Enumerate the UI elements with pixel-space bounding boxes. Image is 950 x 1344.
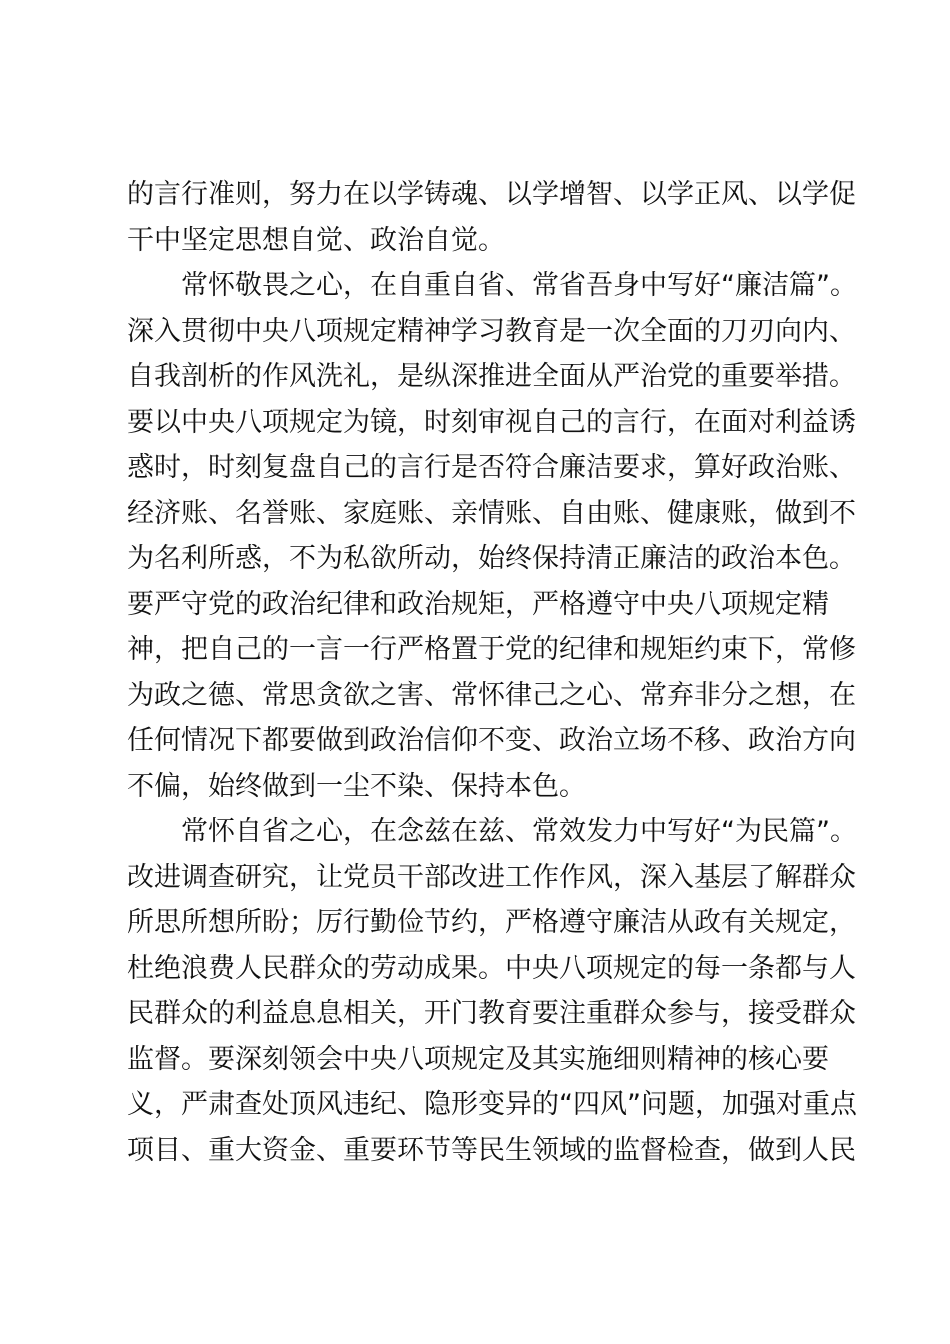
text-line: 经济账、名誉账、家庭账、亲情账、自由账、健康账，做到不 xyxy=(127,497,856,529)
body-text xyxy=(127,172,857,1173)
text-line: 民群众的利益息息相关，开门教育要注重群众参与，接受群众 xyxy=(127,998,856,1029)
text-line: 所思所想所盼；厉行勤俭节约，严格遵守廉洁从政有关规定， xyxy=(127,907,856,938)
text-line: 自我剖析的作风洗礼，是纵深推进全面从严治党的重要举措。 xyxy=(127,361,856,392)
text-line: 杜绝浪费人民群众的劳动成果。中央八项规定的每一条都与人 xyxy=(127,952,856,984)
text-line: 要严守党的政治纪律和政治规矩，严格遵守中央八项规定精 xyxy=(127,588,829,620)
text-line: 的言行准则，努力在以学铸魂、以学增智、以学正风、以学促 xyxy=(127,179,856,210)
text-line: 为名利所惑，不为私欲所动，始终保持清正廉洁的政治本色。 xyxy=(127,543,856,574)
text-line: 监督。要深刻领会中央八项规定及其实施细则精神的核心要 xyxy=(127,1043,829,1075)
text-line: 项目、重大资金、重要环节等民生领域的监督检查，做到人民 xyxy=(127,1134,856,1166)
text-line: 要以中央八项规定为镜，时刻审视自己的言行，在面对利益诱 xyxy=(127,406,856,438)
text-line: 常怀自省之心，在念兹在兹、常效发力中写好“为民篇”。 xyxy=(127,816,857,847)
text-line: 深入贯彻中央八项规定精神学习教育是一次全面的刀刃向内、 xyxy=(127,315,856,347)
text-line: 神，把自己的一言一行严格置于党的纪律和规矩约束下，常修 xyxy=(127,634,856,665)
text-line: 惑时，时刻复盘自己的言行是否符合廉洁要求，算好政治账、 xyxy=(127,452,856,483)
text-line: 常怀敬畏之心，在自重自省、常省吾身中写好“廉洁篇”。 xyxy=(127,270,857,301)
text-line: 不偏，始终做到一尘不染、保持本色。 xyxy=(127,770,586,802)
text-line: 任何情况下都要做到政治信仰不变、政治立场不移、政治方向 xyxy=(127,725,856,756)
text-line: 改进调查研究，让党员干部改进工作作风，深入基层了解群众 xyxy=(127,861,856,893)
text-line: 义，严肃查处顶风违纪、隐形变异的“四风”问题，加强对重点 xyxy=(127,1089,857,1120)
text-line: 干中坚定思想自觉、政治自觉。 xyxy=(127,224,505,256)
text-line: 为政之德、常思贪欲之害、常怀律己之心、常弃非分之想，在 xyxy=(127,679,856,711)
